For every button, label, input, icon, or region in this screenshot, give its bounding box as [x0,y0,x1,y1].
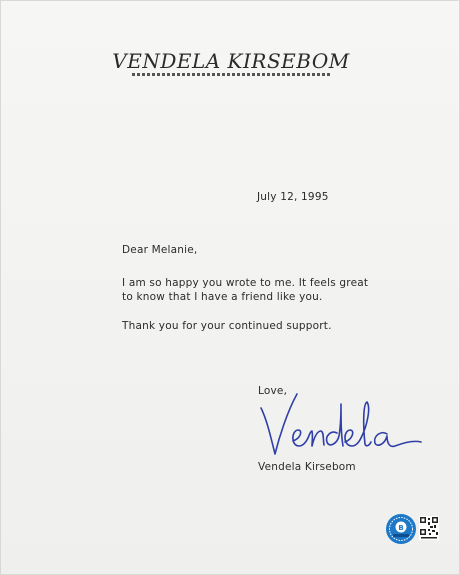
salutation: Dear Melanie, [122,244,198,256]
body-paragraph-1: I am so happy you wrote to me. It feels great to know that I have a friend like you. [122,277,369,303]
letter-date: July 12, 1995 [257,191,329,203]
handwritten-signature [253,386,428,466]
closing: Love, [258,385,288,397]
letterhead-name: VENDELA KIRSEBOM [112,49,350,73]
letterhead-underline [132,73,330,76]
qr-code-icon [419,516,439,540]
body-paragraph-2: Thank you for your continued support. [122,320,332,332]
authentication-seal-icon [385,513,417,545]
svg-text:B: B [398,524,404,532]
typed-name: Vendela Kirsebom [258,461,356,473]
